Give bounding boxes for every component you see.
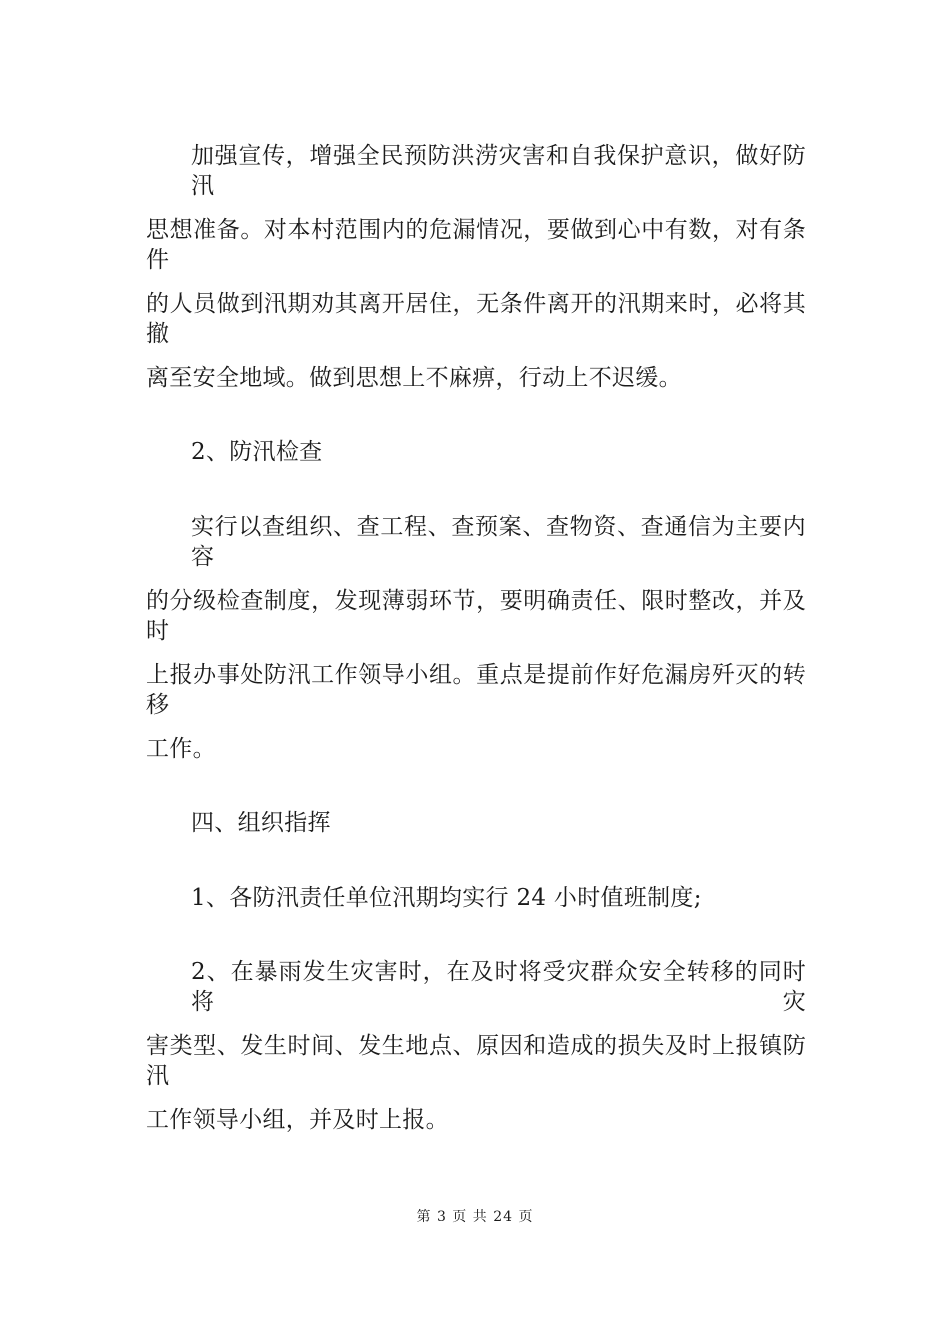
paragraph-line: 的分级检查制度，发现薄弱环节，要明确责任、限时整改，并及时 — [146, 588, 806, 644]
paragraph-line: 上报办事处防汛工作领导小组。重点是提前作好危漏房歼灭的转移 — [146, 662, 806, 718]
section-heading: 2、防汛检查 — [191, 439, 323, 465]
paragraph-line: 加强宣传，增强全民预防洪涝灾害和自我保护意识，做好防汛 — [191, 143, 806, 199]
paragraph-line: 工作。 — [146, 736, 216, 762]
paragraph-line: 离至安全地域。做到思想上不麻痹，行动上不迟缓。 — [146, 365, 682, 391]
section-heading: 四、组织指挥 — [191, 810, 331, 836]
page-number-footer: 第 3 页 共 24 页 — [416, 1209, 534, 1225]
paragraph-line: 2、在暴雨发生灾害时，在及时将受灾群众安全转移的同时将灾 — [191, 959, 806, 1015]
paragraph-line: 工作领导小组，并及时上报。 — [146, 1107, 449, 1133]
paragraph-line: 害类型、发生时间、发生地点、原因和造成的损失及时上报镇防汛 — [146, 1033, 806, 1089]
paragraph-line: 实行以查组织、查工程、查预案、查物资、查通信为主要内容 — [191, 514, 806, 570]
paragraph-line: 的人员做到汛期劝其离开居住，无条件离开的汛期来时，必将其撤 — [146, 291, 806, 347]
paragraph-line: 思想准备。对本村范围内的危漏情况，要做到心中有数，对有条件 — [146, 217, 806, 273]
paragraph-line: 1、各防汛责任单位汛期均实行 24 小时值班制度; — [191, 885, 702, 911]
